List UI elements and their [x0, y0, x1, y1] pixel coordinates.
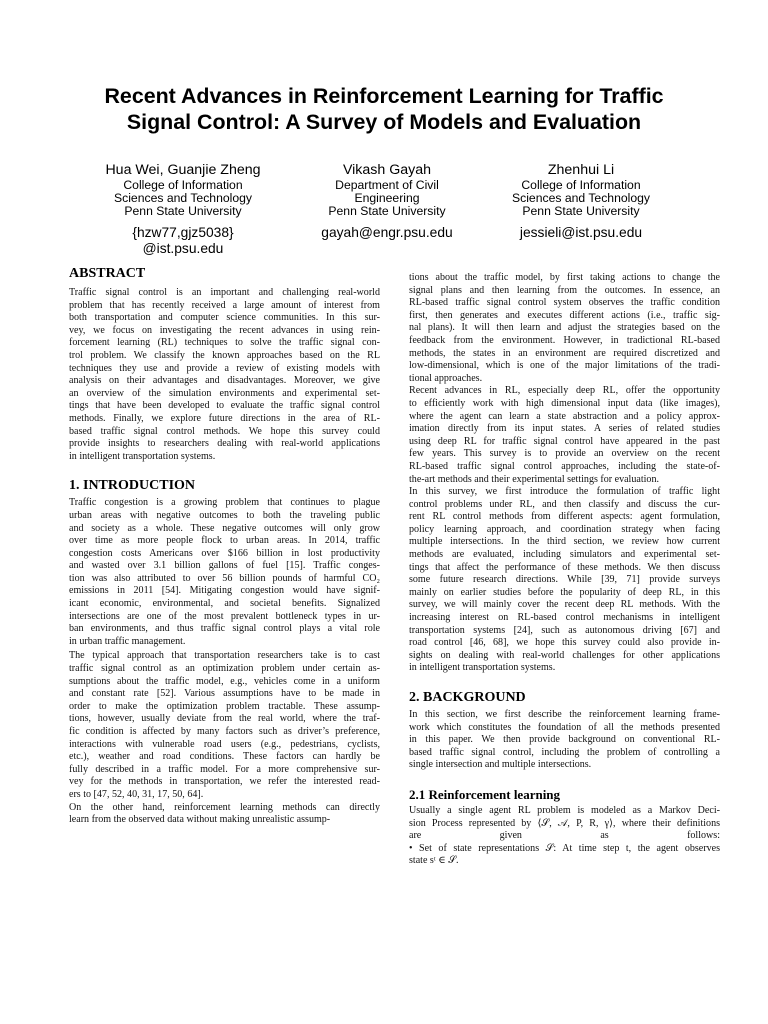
text-line: In this section, we first describe the reinforcement learning frame- — [409, 709, 720, 720]
text-line: transportation systems [24], such as autonomous driving [67] and — [409, 624, 720, 636]
text-line: signal plans and then learning from the outcomes. In essence, an — [409, 284, 720, 296]
text-line: based traffic signal control, including the problem of controlling a — [409, 746, 720, 758]
text-line: RL-based traffic signal control approaches, including the state-of- — [409, 460, 720, 472]
paper-title — [60, 83, 708, 135]
text-line: urban areas with negative outcomes to both the traveling public — [69, 509, 380, 521]
intro-paragraph-3 — [69, 802, 380, 827]
author-block — [88, 162, 688, 262]
text-line: In this survey, we first introduce the formulation of traffic light — [409, 486, 720, 498]
text-line: and society as a whole. These negative outcomes will only grow — [69, 522, 380, 534]
text-line: problem that has recently received a large amount of interest from — [69, 299, 380, 311]
text-line: single intersection and multiple intersections. — [409, 759, 592, 771]
intro-paragraph-2 — [69, 650, 380, 801]
email-line: @ist.psu.edu — [142, 241, 224, 257]
text-line: trol problem. We classify the known approaches based on the RL — [69, 349, 380, 361]
author-email — [486, 225, 676, 242]
text-line: low-dimensional, which is one of the major limitations of the tradi- — [409, 360, 720, 372]
text-line: sumptions about the traffic model, e.g., vehicles come in a uniform — [69, 675, 380, 687]
affiliation-line: College of Information — [521, 178, 641, 192]
author-2 — [292, 162, 482, 241]
right-paragraph-2 — [409, 385, 720, 486]
email-line: {hzw77,gjz5038} — [132, 224, 234, 240]
author-name: Zhenhui Li — [547, 162, 615, 178]
text-line: and constant rate [52]. Various assumptions have to be made in — [69, 688, 380, 700]
text-line: tings that have been developed to evaluate the traffic signal control — [69, 400, 380, 412]
text-line: policy learning approach, and coordination strategy when facing — [409, 523, 720, 535]
affiliation-line: Department of Civil — [335, 178, 439, 192]
text-line: road control [46, 68], we hope this survey could also provide in- — [409, 637, 720, 649]
text-line: sights on dealing with real-world challenges for other applications — [409, 649, 720, 661]
email-line: gayah@engr.psu.edu — [321, 224, 453, 240]
text-line: tings that affect the performance of these methods. We then discuss — [409, 561, 720, 573]
text-line: emissions in 2011 [54]. Mitigating congestion would have signif- — [69, 585, 380, 597]
text-line: are given as follows: — [409, 830, 720, 842]
text-line: Traffic signal control is an important and challenging real-world — [69, 287, 380, 298]
author-affiliation — [292, 179, 482, 219]
text-line: ers to [47, 52, 40, 31, 17, 50, 64]. — [69, 788, 204, 800]
text-line: sion Process represented by ⟨𝒮, 𝒜, P, R, γ⟩, where their definitions — [409, 817, 720, 829]
text-line: based traffic signal control methods. We hope this survey could — [69, 425, 380, 437]
text-line: survey, we will mainly cover the recent deep RL methods. With the — [409, 599, 720, 611]
text-line: ban environments, and thus traffic signal control plays a vital role — [69, 623, 380, 635]
text-line: Usually a single agent RL problem is modeled as a Markov Deci- — [409, 804, 720, 816]
text-line: using deep RL for traffic signal control have appeared in the past — [409, 435, 720, 447]
text-line: feedback from the environment. However, in tradictional RL-based — [409, 334, 720, 346]
text-line: Traffic congestion is a growing problem that continues to plague — [69, 497, 380, 509]
text-line: interactions with vulnerable road users (e.g., pedestrians, cyclists, — [69, 738, 380, 750]
right-paragraph-3 — [409, 486, 720, 675]
text-line: RL-based traffic signal control system observes the traffic condition — [409, 297, 720, 309]
rl-subsection-heading: 2.1 Reinforcement learning — [409, 786, 561, 802]
text-line: fully described in a traffic model. For a more comprehensive sur- — [69, 763, 380, 775]
affiliation-line: Penn State University — [124, 204, 242, 219]
text-line: order to make the optimization problem tractable. These assump- — [69, 700, 380, 712]
author-email — [292, 225, 482, 242]
affiliation-line: College of Information — [123, 178, 243, 192]
text-line: Recent advances in RL, especially deep RL, offer the opportunity — [409, 385, 720, 397]
text-line: congestion costs Americans over $166 billion in lost productivity — [69, 547, 380, 559]
text-line: etc.), weather and road conditions. These factors can hardly be — [69, 751, 380, 763]
text-line: fic condition is affected by many factors such as driver’s preference, — [69, 726, 380, 737]
intro-paragraph-1 — [69, 497, 380, 648]
text-line: some future research directions. While [39, 71] provide surveys — [409, 574, 720, 586]
text-line: in urban traffic management. — [69, 635, 186, 647]
text-line: methods are evaluated, including simulators and experimental set- — [409, 549, 720, 561]
author-email — [88, 225, 278, 258]
right-column — [409, 272, 720, 868]
text-line: intersections are one of the most prevalent bottleneck types in ur- — [69, 610, 380, 622]
text-line: tional approaches. — [409, 372, 483, 384]
text-line: work which constitutes the foundation of all the methods presented — [409, 721, 720, 733]
background-heading: 2. BACKGROUND — [409, 690, 526, 705]
text-line: nal plans). It will then learn and adjust the strategies based on the — [409, 322, 720, 334]
affiliation-line: Engineering — [354, 191, 420, 206]
text-line: where the agent can learn a state abstraction and a policy approx- — [409, 410, 720, 422]
text-line: multiple intersections. In the third section, we review how current — [409, 536, 720, 548]
author-3 — [486, 162, 676, 241]
rl-text — [409, 805, 720, 868]
text-line: tion was also attributed to over 56 billion pounds of harmful CO₂ — [69, 572, 380, 584]
text-line: methods, the states in an environment are required discretized and — [409, 347, 720, 359]
title-line-1: Recent Advances in Reinforcement Learning for Traffic — [104, 84, 664, 108]
affiliation-line: Penn State University — [522, 204, 640, 219]
text-line: rent RL control methods from different aspects: agent formulation, — [409, 511, 720, 523]
affiliation-line: Sciences and Technology — [512, 191, 650, 206]
author-affiliation — [486, 179, 676, 219]
background-text — [409, 709, 720, 772]
text-line: first, then generates and executes different actions (i.e., traffic sig- — [409, 309, 720, 321]
title-line-2: Signal Control: A Survey of Models and Evaluation — [126, 110, 642, 134]
email-line: jessieli@ist.psu.edu — [519, 224, 643, 240]
text-line: in intelligent transportation systems. — [409, 662, 556, 674]
text-line: in intelligent transportation systems. — [69, 450, 216, 462]
text-line: an overview of the simulation environments and experimental set- — [69, 387, 380, 399]
text-line: vey, we focus on investigating the recent advances in using rein- — [69, 324, 380, 336]
text-line: methods. Finally, we explore future directions in the area of RL- — [69, 412, 380, 424]
affiliation-line: Penn State University — [328, 204, 446, 219]
text-line: in this paper. We then provide background on conventional RL- — [409, 734, 720, 746]
right-paragraph-1 — [409, 272, 720, 385]
author-name: Hua Wei, Guanjie Zheng — [105, 162, 261, 178]
left-column — [69, 265, 380, 827]
text-line: analysis on their advantages and disadvantages. Moreover, we give — [69, 375, 380, 387]
text-line: both transportation and computer science communities. In this sur- — [69, 312, 380, 324]
text-line: techniques they use and provide a review of existing models with — [69, 362, 380, 374]
text-line: mainly on earlier studies before the popularity of deep RL, in this — [409, 586, 720, 598]
text-line: state sᵗ ∈ 𝒮. — [409, 855, 459, 867]
affiliation-line: Sciences and Technology — [114, 191, 252, 206]
author-affiliation — [88, 179, 278, 219]
abstract-heading: ABSTRACT — [69, 266, 146, 281]
text-line: increasing interest on RL-based control mechanisms in intelligent — [409, 612, 720, 624]
text-line: and wasted over 3.1 billion gallons of fuel [15]. Traffic conges- — [69, 560, 380, 572]
text-line: tions, however, usually deviate from the real world, where the traf- — [69, 713, 380, 725]
text-line: The typical approach that transportation researchers take is to cast — [69, 650, 380, 662]
text-line: the-art methods and their experimental settings for evaluation. — [409, 473, 659, 485]
text-line: to efficiently work with high dimensional input data (like images), — [409, 397, 720, 409]
text-line: few years. This survey is to provide an overview on the recent — [409, 448, 720, 460]
text-line: forcement learning (RL) techniques to solve the traffic signal con- — [69, 337, 380, 349]
introduction-heading: 1. INTRODUCTION — [69, 478, 196, 494]
text-line: tions about the traffic model, by first taking actions to change the — [409, 272, 720, 283]
text-line: vey for the methods in transportation, we refer the interested read- — [69, 776, 380, 788]
author-1 — [88, 162, 278, 258]
text-line: On the other hand, reinforcement learning methods can directly — [69, 801, 380, 813]
text-line: provide insights to researchers dealing with real-world applications — [69, 438, 380, 450]
text-line: control problems under RL, and then classify and discuss the cur- — [409, 498, 720, 510]
text-line: imation directly from its input states. A series of related studies — [409, 423, 720, 435]
author-name: Vikash Gayah — [342, 162, 432, 178]
text-line: icant economic, environmental, and societal benefits. Signalized — [69, 598, 380, 610]
text-line: over time as more people flock to urban areas. In 2014, traffic — [69, 535, 380, 547]
text-line: traffic signal control as an optimization problem under certain as- — [69, 663, 380, 675]
abstract-text — [69, 287, 380, 463]
text-line: learn from the observed data without making unrealistic assump- — [69, 814, 331, 826]
text-line: • Set of state representations 𝒮: At time step t, the agent observes — [409, 842, 720, 854]
